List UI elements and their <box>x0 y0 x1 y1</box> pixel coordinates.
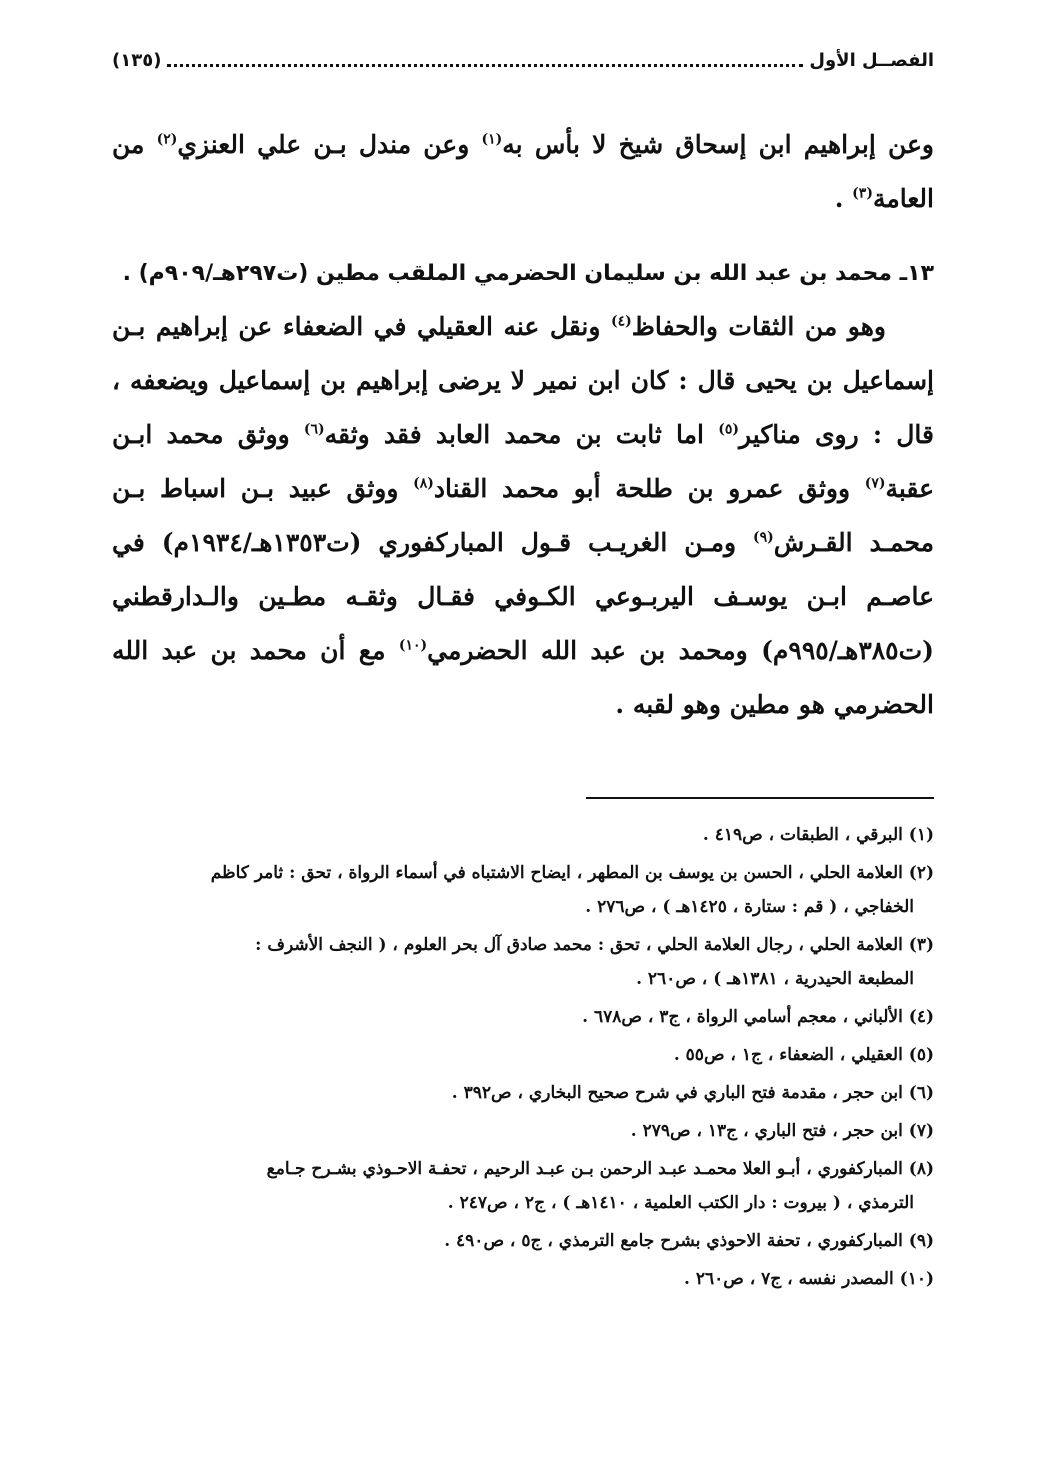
footnote-ref-4[interactable]: (٤) <box>610 313 632 330</box>
text-run: مع أن محمد بن عبد الله الحضرمي هو مطين وهو لقبه . <box>112 636 934 719</box>
text-run: اما ثابت بن محمد العابد فقد وثقه <box>324 420 719 449</box>
footnote-4 <box>112 1000 934 1034</box>
text-run: ووثق عمرو بن طلحة أبو محمد القناد <box>433 474 865 503</box>
text-run: وعن إبراهيم ابن إسحاق شيخ لا بأس به <box>502 130 934 159</box>
paragraph-2 <box>112 300 934 732</box>
text-run: . <box>834 184 853 213</box>
text-run: وهو من الثقات والحفاظ <box>631 312 886 341</box>
footnote-ref-9[interactable]: (٩) <box>752 529 774 546</box>
footnote-text: (٨) المباركفوري ، أبـو العلا محمـد عبـد الرحمن بـن عبـد الرحيم ، تحفـة الاحـوذي بشـرح جـامع <box>266 1159 934 1179</box>
text-run: ومـن الغريـب قـول المباركفوري (ت١٣٥٣هـ/١٩٣٤م) في عاصـم ابـن يوسـف اليربـوعي الكـوفي فقـال وثقـه مطـين والـدارقطني (ت٣٨٥هـ/٩٩٥م) ومحمد بن عبد الله الحضرمي <box>112 528 934 665</box>
footnote-continuation: الخفاجي ، ( قم : ستارة ، ١٤٢٥هـ ) ، ص٢٧٦ . <box>585 897 914 917</box>
footnote-text: (٦) ابن حجر ، مقدمة فتح الباري في شرح صحيح البخاري ، ص٣٩٢ . <box>451 1083 934 1103</box>
footnotes <box>112 818 934 1300</box>
footnote-10 <box>112 1262 934 1296</box>
footnote-ref-2[interactable]: (٢) <box>156 131 178 148</box>
footnote-2 <box>112 856 934 924</box>
footnote-text: (٩) المباركفوري ، تحفة الاحوذي بشرح جامع الترمذي ، ج٥ ، ص٤٩٠ . <box>444 1231 934 1251</box>
footnote-separator <box>586 797 934 799</box>
footnote-text: (٧) ابن حجر ، فتح الباري ، ج١٣ ، ص٢٧٩ . <box>630 1121 934 1141</box>
footnote-ref-5[interactable]: (٥) <box>718 421 739 438</box>
footnote-continuation: المطبعة الحيدرية ، ١٣٨١هـ ) ، ص٢٦٠ . <box>636 969 914 989</box>
text-run: وعن مندل بـن علي العنزي <box>177 130 482 159</box>
footnote-ref-8[interactable]: (٨) <box>413 475 434 492</box>
footnote-9 <box>112 1224 934 1258</box>
footnote-text: (٢) العلامة الحلي ، الحسن بن يوسف بن المطهر ، ايضاح الاشتباه في أسماء الرواة ، تحق : ثامر كاظم <box>210 863 934 883</box>
footnote-ref-1[interactable]: (١) <box>481 131 503 148</box>
footnote-text: (٥) العقيلي ، الضعفاء ، ج١ ، ص٥٥ . <box>673 1045 934 1065</box>
footnote-8 <box>112 1152 934 1220</box>
text-run: ووثق محمد ابـن عقبة <box>112 420 934 503</box>
footnote-continuation: الترمذي ، ( بيروت : دار الكتب العلمية ، ١٤١٠هـ ) ، ج٢ ، ص٢٤٧ . <box>447 1193 914 1213</box>
main-text <box>112 118 934 732</box>
footnote-ref-7[interactable]: (٧) <box>864 475 886 492</box>
dotted-leader <box>167 64 803 67</box>
footnote-1 <box>112 818 934 852</box>
footnote-ref-3[interactable]: (٣) <box>852 185 873 202</box>
footnote-text: (١٠) المصدر نفسه ، ج٧ ، ص٢٦٠ . <box>684 1269 934 1289</box>
footnote-text: (٤) الألباني ، معجم أسامي الرواة ، ج٣ ، ص٦٧٨ . <box>582 1007 934 1027</box>
footnote-3 <box>112 928 934 996</box>
footnote-text: (١) البرقي ، الطبقات ، ص٤١٩ . <box>702 825 934 845</box>
footnote-ref-6[interactable]: (٦) <box>303 421 325 438</box>
text-run: ونقل عنه العقيلي في الضعفاء عن إبراهيم بـن إسماعيل بن يحيى قال : كان ابن نمير لا يرضى إبراهيم بن إسماعيل ويضعفه ، قال : روى مناكير <box>112 312 934 449</box>
footnote-5 <box>112 1038 934 1072</box>
paragraph-1 <box>112 118 934 226</box>
footnote-6 <box>112 1076 934 1110</box>
page-number: (١٣٥) <box>112 49 162 71</box>
text-run: من العامة <box>112 130 934 213</box>
chapter-title: الفصــل الأول <box>809 49 934 71</box>
footnote-7 <box>112 1114 934 1148</box>
section-heading: ١٣ـ محمد بن عبد الله بن سليمان الحضرمي الملقب مطين (ت٢٩٧هـ/٩٠٩م) . <box>122 261 934 286</box>
text-run: ووثق عبيد بـن اسباط بـن محمـد القـرش <box>112 474 934 557</box>
footnote-ref-10[interactable]: (١٠) <box>398 637 428 654</box>
footnote-text: (٣) العلامة الحلي ، رجال العلامة الحلي ، تحق : محمد صادق آل بحر العلوم ، ( النجف الأشرف : <box>255 935 934 955</box>
running-header <box>112 40 934 80</box>
